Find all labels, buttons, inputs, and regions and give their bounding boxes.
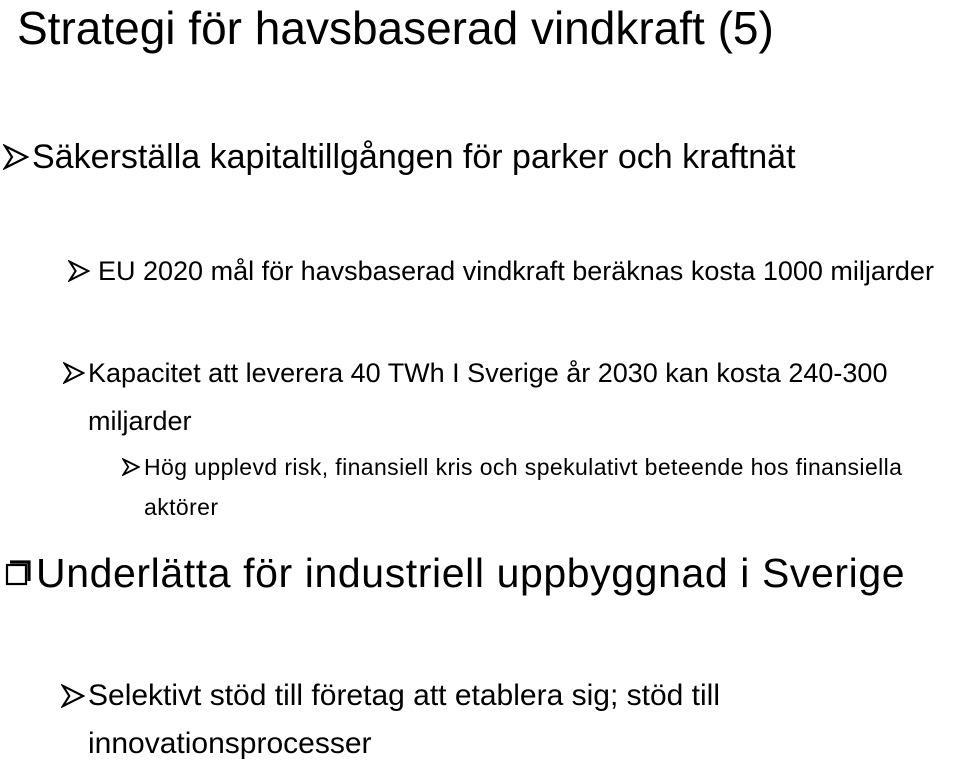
bullet-text: Underlätta för industriell uppbyggnad i Sverige bbox=[36, 550, 906, 596]
bullet-item bbox=[57, 672, 947, 768]
bullet-item bbox=[60, 247, 950, 295]
arrow-bullet-icon bbox=[60, 349, 88, 397]
slide-title: Strategi för havsbaserad vindkraft (5) bbox=[17, 2, 774, 54]
bullet-text: Hög upplevd risk, finansiell kris och spekulativt beteende hos finansiella aktörer bbox=[144, 454, 903, 520]
bullet-text: Kapacitet att leverera 40 TWh I Sverige år 2030 kan kosta 240-300 miljarder bbox=[88, 358, 888, 436]
arrow-bullet-icon bbox=[60, 247, 98, 295]
bullet-item bbox=[0, 130, 940, 184]
bullet-text: Säkerställa kapitaltillgången för parker och kraftnät bbox=[32, 138, 796, 176]
bullet-item bbox=[60, 349, 950, 445]
arrow-bullet-icon bbox=[57, 672, 88, 720]
bullet-item bbox=[0, 542, 945, 604]
checkbox-bullet-icon bbox=[0, 542, 36, 604]
bullet-text: Selektivt stöd till företag att etablera sig; stöd till innovationsprocesser bbox=[88, 679, 720, 760]
arrow-bullet-icon bbox=[0, 130, 32, 184]
bullet-item bbox=[118, 447, 953, 527]
bullet-text: EU 2020 mål för havsbaserad vindkraft beräknas kosta 1000 miljarder bbox=[98, 256, 934, 286]
arrow-bullet-icon bbox=[118, 447, 144, 487]
